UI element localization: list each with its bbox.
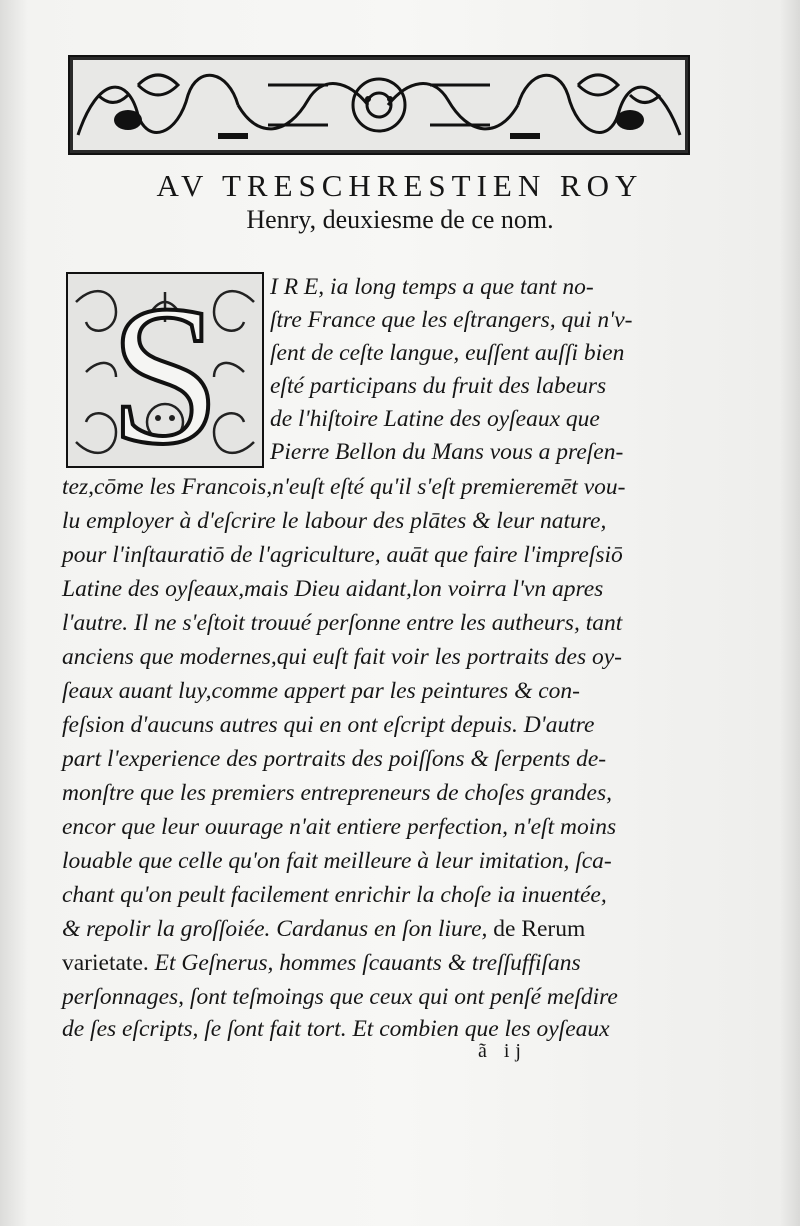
text-line: de ſes eſcripts, ſe ſont fait tort. Et combien que les oyſeaux (62, 1016, 610, 1042)
text-segment: Et Geſnerus, hommes ſcauants & treſſuffiſans (148, 950, 581, 976)
text-line: encor que leur ouurage n'ait entiere perfection, n'eſt moins (62, 814, 617, 840)
text-segment-roman: varietate. (62, 950, 149, 976)
text-line: l'autre. Il ne s'eſtoit trouué perſonne entre les autheurs, tant (62, 610, 623, 636)
text-line: tez,cōme les Francois,n'euſt eſté qu'il s'eſt premieremēt vou- (62, 474, 626, 500)
dedication-subtitle: Henry, deuxiesme de ce nom. (246, 205, 554, 234)
text-line: ſtre France que les eſtrangers, qui n'v- (270, 307, 633, 333)
text-line: part l'experience des portraits des poiſſons & ſerpents de- (62, 746, 607, 772)
text-line (62, 914, 585, 944)
text-line: de l'hiſtoire Latine des oyſeaux que (270, 406, 600, 432)
text-line: eſté participans du fruit des labeurs (270, 373, 607, 399)
text-line: monſtre que les premiers entrepreneurs de choſes grandes, (62, 780, 612, 806)
initial-letter: S (109, 272, 221, 468)
text-line: ſent de ceſte langue, euſſent auſſi bien (270, 340, 625, 366)
text-line: Latine des oyſeaux,mais Dieu aidant,lon voirra l'vn apres (62, 576, 604, 602)
text-line: lu employer à d'eſcrire le labour des plātes & leur nature, (62, 508, 607, 534)
text-line: louable que celle qu'on fait meilleure à leur imitation, ſca- (62, 848, 612, 874)
signature-mark: ã ij (478, 1040, 527, 1062)
text-segment: & repolir la groſſoiée. Cardanus en ſon liure, (62, 916, 488, 942)
text-line: I R E, ia long temps a que tant no- (270, 274, 594, 300)
dedication-title: AV TRESCHRESTIEN ROY (156, 168, 644, 203)
headpiece-ornament-icon (68, 55, 690, 155)
text-line: ſeaux auant luy,comme appert par les peintures & con- (62, 678, 580, 704)
text-line: Pierre Bellon du Mans vous a preſen- (270, 439, 624, 465)
text-line (62, 948, 581, 978)
text-line: perſonnages, ſont teſmoings que ceux qui ont penſé meſdire (62, 984, 618, 1010)
text-line: anciens que modernes,qui euſt fait voir les portraits des oy- (62, 644, 623, 670)
text-line: feſsion d'aucuns autres qui en ont eſcript depuis. D'autre (62, 712, 595, 738)
floriated-initial-icon (66, 272, 264, 468)
text-line: pour l'inſtauratiō de l'agriculture, auāt que faire l'impreſsiō (62, 542, 623, 568)
text-segment-roman: de Rerum (493, 916, 586, 942)
text-line: chant qu'on peult facilement enrichir la choſe ia inuentée, (62, 882, 607, 908)
